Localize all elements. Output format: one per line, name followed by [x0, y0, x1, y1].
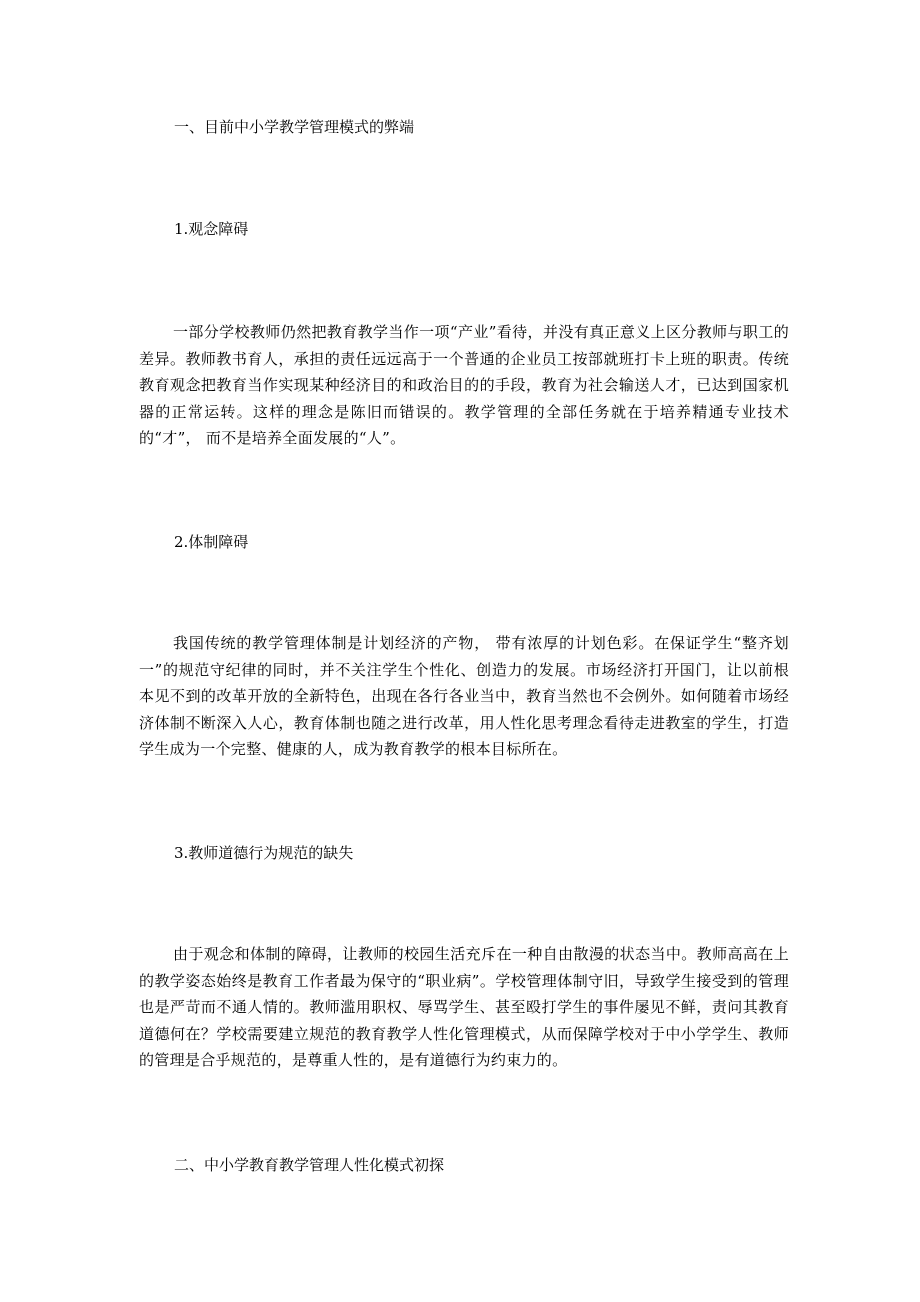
subsection-2-paragraph: 我国传统的教学管理体制是计划经济的产物， 带有浓厚的计划色彩。在保证学生“整齐划一”的规范守纪律的同时，并不关注学生个性化、创造力的发展。市场经济打开国门，让以前根本见不到的改革开放的全新特色，出现在各行各业当中，教育当然也不会例外。如何随着市场经济体制不断深入人心，教育体制也随之进行改革，用人性化思考理念看待走进教室的学生，打造学生成为一个完整、健康的人，成为教育教学的根本目标所在。	[139, 634, 789, 758]
subsection-1-title: 1.观念障碍	[174, 220, 249, 238]
subsection-3-paragraph: 由于观念和体制的障碍，让教师的校园生活充斥在一种自由散漫的状态当中。教师高高在上的教学姿态始终是教育工作者最为保守的“职业病”。学校管理体制守旧，导致学生接受到的管理也是严苛而不通人情的。教师滥用职权、辱骂学生、甚至殴打学生的事件屡见不鲜，责问其教育道德何在？学校需要建立规范的教育教学人性化管理模式，从而保障学校对于中小学学生、教师的管理是合乎规范的，是尊重人性的，是有道德行为约束力的。	[139, 945, 789, 1069]
section-1-title: 一、目前中小学教学管理模式的弊端	[174, 118, 415, 136]
subsection-2-title: 2.体制障碍	[174, 533, 249, 551]
section-2-title: 二、中小学教育教学管理人性化模式初探	[174, 1156, 445, 1174]
subsection-1-paragraph: 一部分学校教师仍然把教育教学当作一项“产业”看待，并没有真正意义上区分教师与职工的差异。教师教书育人，承担的责任远远高于一个普通的企业员工按部就班打卡上班的职责。传统教育观念把教育当作实现某种经济目的和政治目的的手段，教育为社会输送人才，已达到国家机器的正常运转。这样的理念是陈旧而错误的。教学管理的全部任务就在于培养精通专业技术的“才”， 而不是培养全面发展的“人”。	[139, 323, 789, 447]
subsection-3-title: 3.教师道德行为规范的缺失	[174, 844, 354, 862]
